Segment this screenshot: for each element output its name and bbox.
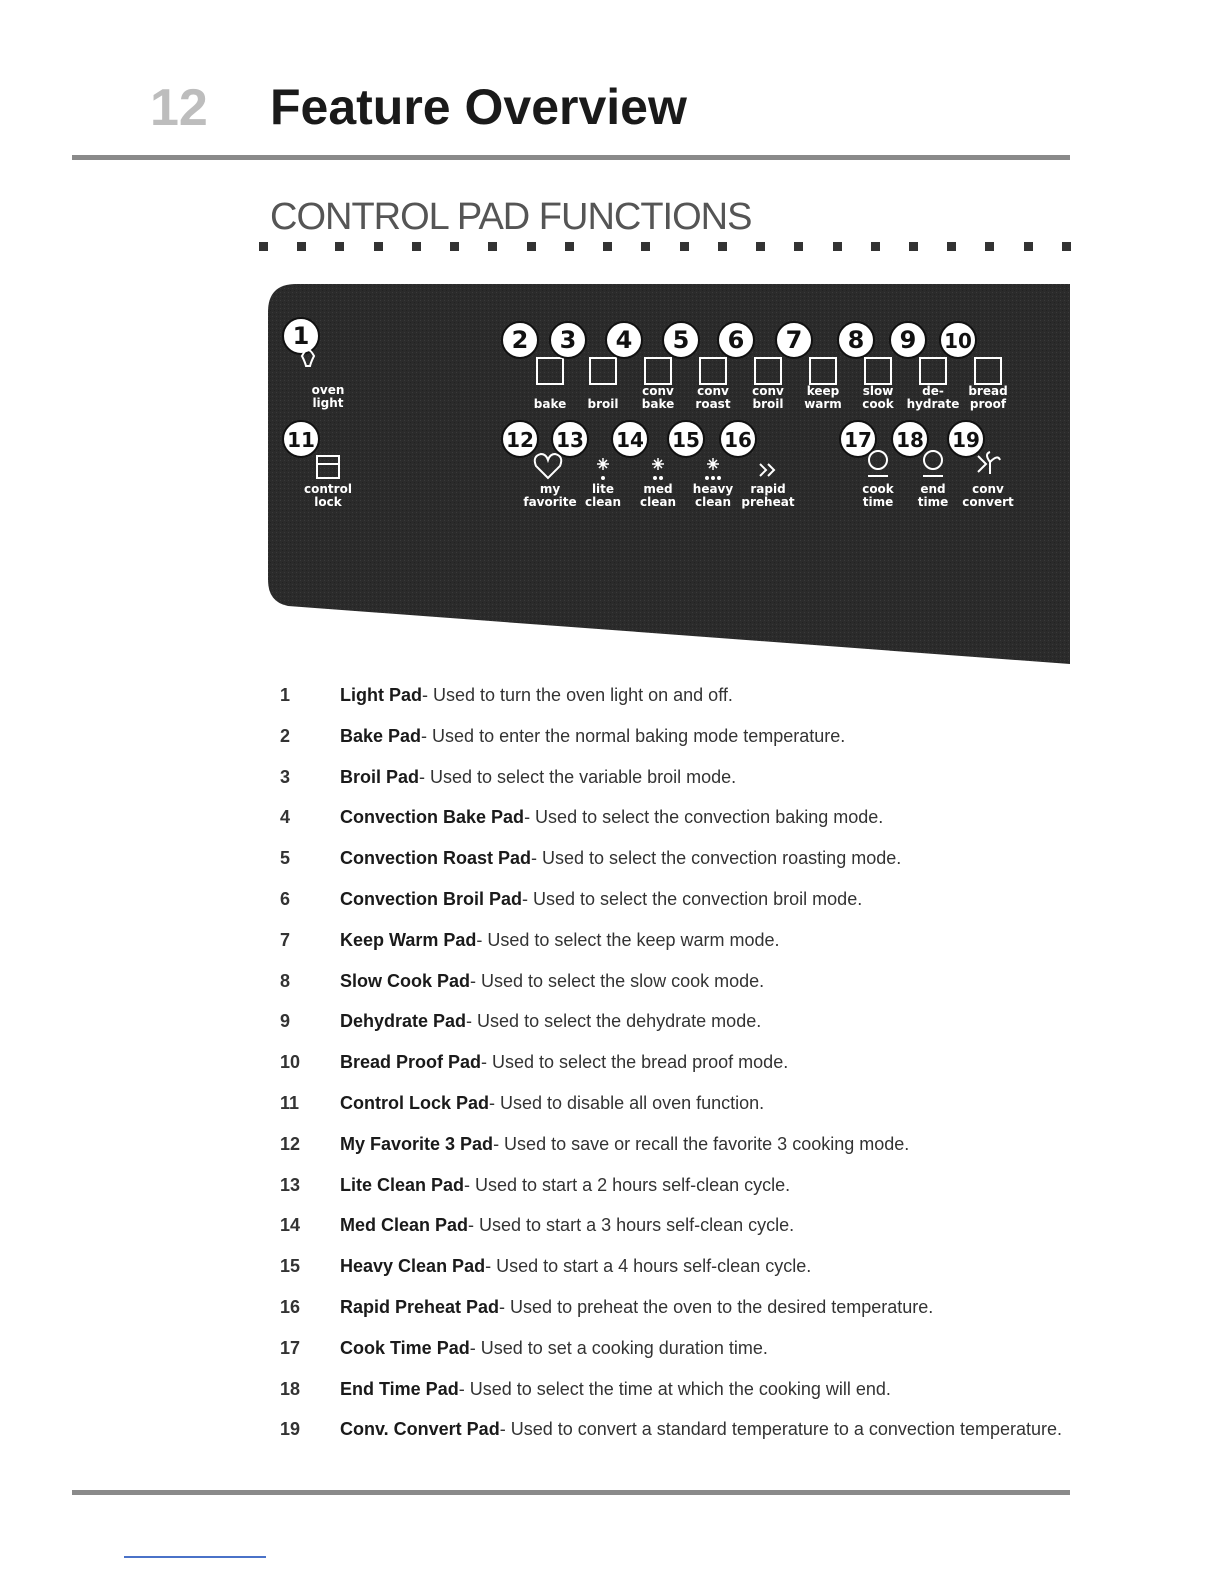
function-term: Light Pad <box>340 685 422 705</box>
function-description <box>340 684 1078 706</box>
function-row <box>278 806 1078 847</box>
divider-dot <box>641 242 650 251</box>
function-row <box>278 1051 1078 1092</box>
divider-dot <box>833 242 842 251</box>
pad-label: favorite <box>523 495 577 509</box>
function-text: - Used to start a 3 hours self-clean cycle. <box>468 1215 795 1236</box>
function-number: 1 <box>280 685 291 705</box>
function-number: 15 <box>280 1256 301 1277</box>
function-description <box>340 725 1078 747</box>
pad-label: proof <box>969 397 1007 411</box>
function-row <box>278 725 1078 766</box>
function-row <box>278 766 1078 807</box>
clean-level-dot <box>659 476 663 480</box>
function-description <box>340 1378 1078 1400</box>
pad-label: bake <box>641 397 675 411</box>
function-term: Slow Cook Pad <box>340 970 471 991</box>
function-description <box>340 1010 1078 1032</box>
function-description <box>340 1133 1078 1155</box>
pad-label: keep <box>806 384 840 398</box>
pad-label: bake <box>533 397 567 411</box>
clean-level-dot <box>717 476 721 480</box>
divider-dot <box>794 242 803 251</box>
pad-label: slow <box>862 384 894 398</box>
function-description <box>340 929 1078 951</box>
pad-label: clean <box>639 495 677 509</box>
pad-number-text: 8 <box>847 326 865 354</box>
pad-number-text: 12 <box>506 428 534 452</box>
function-description <box>340 847 1078 869</box>
function-row <box>278 847 1078 888</box>
function-row <box>278 1418 1078 1459</box>
divider-dot <box>297 242 306 251</box>
function-number: 14 <box>280 1215 301 1236</box>
pad-number-text: 3 <box>559 326 577 354</box>
function-row <box>278 1214 1078 1255</box>
pad-number-text: 11 <box>287 428 315 452</box>
pad-label: end <box>920 482 946 496</box>
pad-label: my <box>539 482 561 496</box>
function-number: 3 <box>280 766 291 787</box>
pad-label: hydrate <box>906 397 960 411</box>
function-text: - Used to turn the oven light on and off. <box>422 685 733 705</box>
pad-number-text: 13 <box>556 428 584 452</box>
divider-dot <box>947 242 956 251</box>
function-number: 4 <box>280 807 291 828</box>
pad-label: broil <box>587 397 619 411</box>
pad-label: bread <box>968 384 1008 398</box>
function-description <box>340 806 1078 828</box>
function-row <box>278 1010 1078 1051</box>
pad-label: clean <box>694 495 732 509</box>
function-description <box>340 1214 1078 1236</box>
function-term: Convection Bake Pad <box>340 807 525 828</box>
pad-number-text: 18 <box>896 428 924 452</box>
divider-dot <box>488 242 497 251</box>
divider-dot <box>680 242 689 251</box>
function-description <box>340 1337 1078 1359</box>
control-panel-diagram <box>268 284 1070 664</box>
pad-label: lock <box>314 495 342 509</box>
function-number: 8 <box>280 970 291 991</box>
section-dot-divider <box>259 242 1071 252</box>
pad-number-text: 2 <box>511 326 529 354</box>
function-row <box>278 1378 1078 1419</box>
function-term: Conv. Convert Pad <box>340 1419 500 1440</box>
header-rule <box>72 155 1070 160</box>
pad-label: cook <box>862 397 894 411</box>
function-row <box>278 1255 1078 1296</box>
function-term: Bread Proof Pad <box>340 1052 482 1073</box>
pad-label: cook <box>862 482 894 496</box>
pad-number-text: 16 <box>724 428 752 452</box>
divider-dot <box>450 242 459 251</box>
function-description <box>340 970 1078 992</box>
function-text: - Used to start a 2 hours self-clean cycle. <box>464 1174 791 1195</box>
pad-label: oven <box>311 383 345 397</box>
function-text: - Used to select the bread proof mode. <box>481 1052 789 1073</box>
divider-dot <box>565 242 574 251</box>
function-text: - Used to select the slow cook mode. <box>470 970 765 991</box>
function-row <box>278 929 1078 970</box>
function-text: - Used to select the convection broil mode. <box>522 888 863 909</box>
function-term: Convection Roast Pad <box>340 848 532 869</box>
function-text: - Used to select the convection baking mode. <box>524 807 884 828</box>
function-term: Heavy Clean Pad <box>340 1256 486 1277</box>
pad-number-text: 9 <box>899 326 917 354</box>
divider-dot <box>985 242 994 251</box>
function-text: - Used to enter the normal baking mode temperature. <box>421 725 846 746</box>
pad-label: heavy <box>692 482 734 496</box>
pad-number-text: 6 <box>727 326 745 354</box>
function-text: - Used to disable all oven function. <box>489 1092 765 1113</box>
divider-dot <box>374 242 383 251</box>
page-number: 12 <box>150 79 208 137</box>
function-description <box>340 888 1078 910</box>
clean-level-dot <box>705 476 709 480</box>
clean-level-dot <box>653 476 657 480</box>
divider-dot <box>527 242 536 251</box>
function-term: Rapid Preheat Pad <box>340 1296 500 1317</box>
section-title: CONTROL PAD FUNCTIONS <box>270 196 752 238</box>
function-text: - Used to save or recall the favorite 3 cooking mode. <box>493 1133 910 1154</box>
divider-dot <box>603 242 612 251</box>
pad-label: time <box>862 495 894 509</box>
function-row <box>278 684 1078 725</box>
function-number: 10 <box>280 1052 301 1073</box>
function-text: - Used to select the time at which the cooking will end. <box>458 1378 891 1399</box>
function-number: 12 <box>280 1133 301 1154</box>
function-text: - Used to select the convection roasting mode. <box>531 848 902 869</box>
function-description <box>340 1255 1078 1277</box>
pad-label: conv <box>752 384 784 398</box>
function-row <box>278 1092 1078 1133</box>
pad-label: time <box>917 495 949 509</box>
function-number: 7 <box>280 929 291 950</box>
pad-number-text: 14 <box>616 428 644 452</box>
pad-label: preheat <box>741 495 795 509</box>
pad-number-text: 5 <box>672 326 690 354</box>
function-row <box>278 970 1078 1011</box>
function-text: - Used to start a 4 hours self-clean cycle. <box>485 1256 812 1277</box>
function-term: Cook Time Pad <box>340 1337 470 1358</box>
footer-link-underline <box>124 1556 266 1558</box>
pad-number-text: 15 <box>672 428 700 452</box>
function-description <box>340 1051 1078 1073</box>
clean-level-dot <box>711 476 715 480</box>
function-list <box>278 684 1078 1459</box>
function-term: Med Clean Pad <box>340 1215 469 1236</box>
function-description <box>340 1092 1078 1114</box>
pad-label: conv <box>642 384 674 398</box>
pad-label: warm <box>804 397 842 411</box>
pad-label: control <box>304 482 352 496</box>
function-number: 11 <box>280 1092 300 1113</box>
pad-label: light <box>312 396 344 410</box>
function-row <box>278 888 1078 929</box>
function-description <box>340 1174 1078 1196</box>
function-term: Convection Broil Pad <box>340 888 523 909</box>
function-number: 17 <box>280 1337 301 1358</box>
divider-dot <box>909 242 918 251</box>
control-panel-svg <box>268 284 1070 664</box>
function-number: 18 <box>280 1378 301 1399</box>
function-term: Bake Pad <box>340 725 422 746</box>
page-title: Feature Overview <box>270 79 687 135</box>
function-term: My Favorite 3 Pad <box>340 1133 494 1154</box>
pad-label: conv <box>697 384 729 398</box>
footer-rule <box>72 1490 1070 1495</box>
divider-dot <box>1024 242 1033 251</box>
function-term: Dehydrate Pad <box>340 1011 467 1032</box>
pad-label: clean <box>584 495 622 509</box>
pad-label: conv <box>972 482 1004 496</box>
function-description <box>340 1418 1078 1440</box>
function-description <box>340 766 1078 788</box>
pad-label: rapid <box>750 482 786 496</box>
pad-label: broil <box>752 397 784 411</box>
pad-number-text: 17 <box>844 428 872 452</box>
function-text: - Used to select the keep warm mode. <box>476 929 780 950</box>
divider-dot <box>335 242 344 251</box>
function-description <box>340 1296 1078 1318</box>
pad-number-text: 10 <box>944 329 972 353</box>
function-number: 19 <box>280 1419 301 1440</box>
function-number: 13 <box>280 1174 301 1195</box>
function-row <box>278 1296 1078 1337</box>
function-text: - Used to preheat the oven to the desired temperature. <box>499 1296 934 1317</box>
function-text: - Used to select the dehydrate mode. <box>466 1011 762 1032</box>
divider-dot <box>871 242 880 251</box>
function-number: 6 <box>280 888 291 909</box>
pad-number-text: 4 <box>615 326 633 354</box>
function-number: 5 <box>280 848 291 869</box>
function-term: End Time Pad <box>340 1378 459 1399</box>
pad-label: de- <box>922 384 944 398</box>
function-term: Broil Pad <box>340 766 420 787</box>
pad-label: lite <box>591 482 615 496</box>
function-row <box>278 1174 1078 1215</box>
pad-number-text: 7 <box>785 326 803 354</box>
function-term: Control Lock Pad <box>340 1092 490 1113</box>
function-text: - Used to convert a standard temperature to a convection temperature. <box>499 1419 1063 1440</box>
pad-label: roast <box>695 397 731 411</box>
function-term: Keep Warm Pad <box>340 929 477 950</box>
pad-number-text: 1 <box>292 322 310 350</box>
divider-dot <box>718 242 727 251</box>
divider-dot <box>412 242 421 251</box>
function-number: 2 <box>280 725 291 746</box>
divider-dot <box>259 242 268 251</box>
function-text: - Used to select the variable broil mode. <box>419 766 737 787</box>
function-number: 9 <box>280 1011 291 1032</box>
pad-label: convert <box>962 495 1014 509</box>
pad-label: med <box>643 482 673 496</box>
pad-number-text: 19 <box>952 428 980 452</box>
function-term: Lite Clean Pad <box>340 1174 465 1195</box>
function-row <box>278 1133 1078 1174</box>
clean-level-dot <box>601 476 605 480</box>
function-text: - Used to set a cooking duration time. <box>469 1337 768 1358</box>
function-number: 16 <box>280 1296 301 1317</box>
function-row <box>278 1337 1078 1378</box>
divider-dot <box>756 242 765 251</box>
divider-dot <box>1062 242 1071 251</box>
